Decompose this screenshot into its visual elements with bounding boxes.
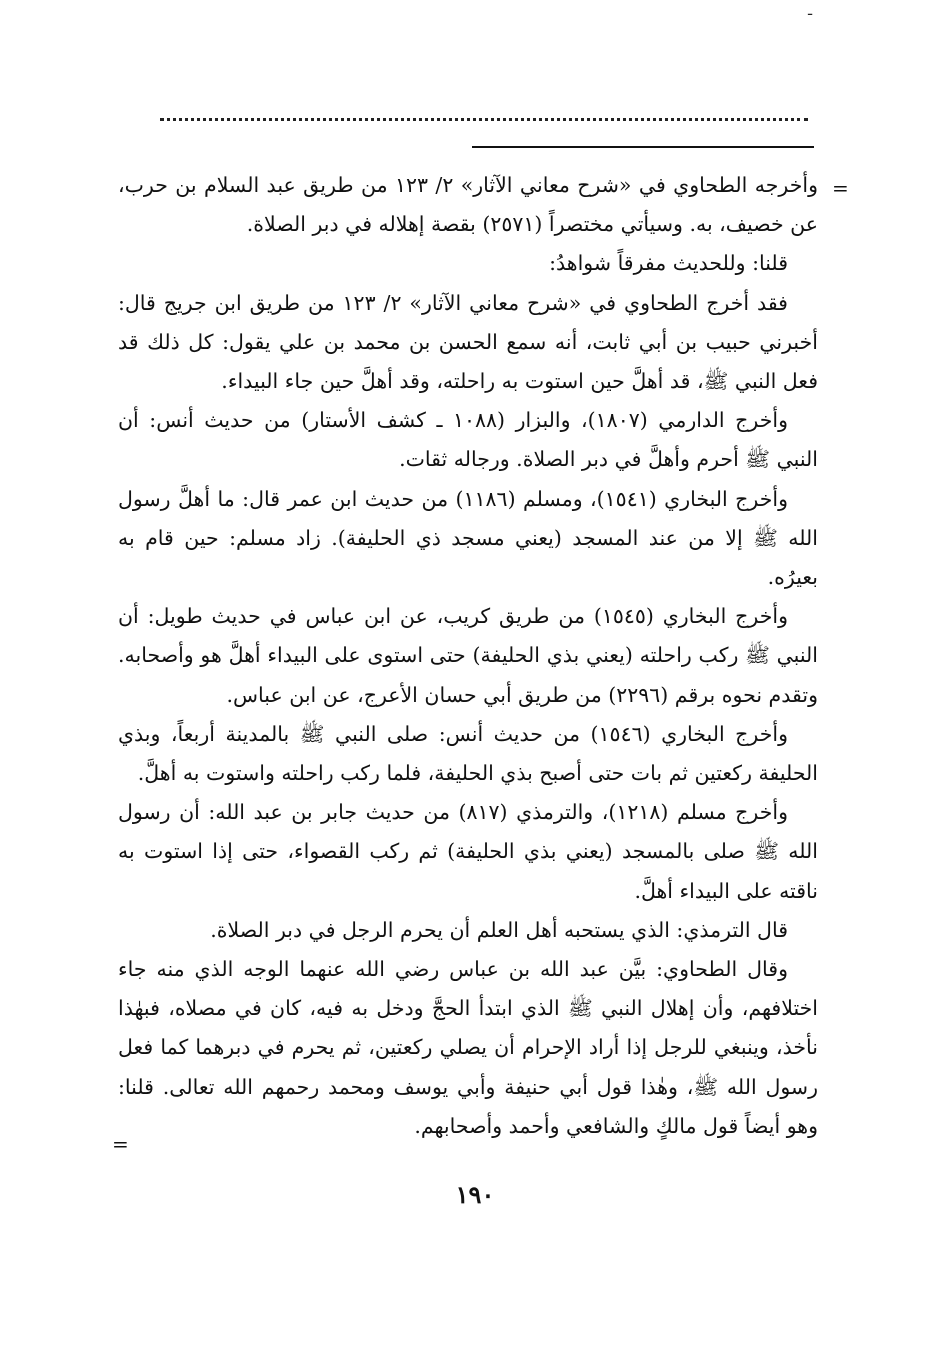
paragraph: وأخرج البخاري (١٥٤٦) من حديث أنس: صلى النبي ﷺ بالمدينة أربعاً، وبذي الحليفة ركعتين ثم بات حتى أصبح بذي الحليفة، فلما ركب راحلته واستوت به أهلَّ. xyxy=(118,721,818,786)
page-number: ١٩٠ xyxy=(455,1180,495,1209)
paragraph: قال الترمذي: الذي يستحبه أهل العلم أن يحرم الرجل في دبر الصلاة. xyxy=(210,917,788,942)
footnote-text xyxy=(118,166,818,1146)
paragraph: وأخرج مسلم (١٢١٨)، والترمذي (٨١٧) من حديث جابر بن عبد الله: أن رسول الله ﷺ صلى بالمسجد (يعني بذي الحليفة) ثم ركب القصواء، حتى إذا استوت به ناقته على البيداء أهلَّ. xyxy=(118,800,818,903)
paragraph: وقال الطحاوي: بيَّن عبد الله بن عباس رضي الله عنهما الوجه الذي منه جاء اختلافهم، وأن إهلال النبي ﷺ الذي ابتدأ الحجَّ ودخل به فيه، كان في مصلاه، فبهٰذا نأخذ، وينبغي للرجل إذا أراد الإحرام أن يصلي ركعتين، ثم يحرم في دبرهما كما فعل رسول الله ﷺ، وهٰذا قول أبي حنيفة وأبي يوسف ومحمد رحمهم الله تعالى. قلنا: وهو أيضاً قول مالكٍ والشافعي وأحمد وأصحابهم. xyxy=(118,957,818,1138)
dotted-separator xyxy=(160,118,808,121)
continuation-mark-start: = xyxy=(832,176,849,200)
paragraph: وأخرجه الطحاوي في «شرح معاني الآثار» ٢/ ١٢٣ من طريق عبد السلام بن حرب، عن خصيف، به. وسيأتي مختصراً (٢٥٧١) بقصة إهلاله في دبر الصلاة. xyxy=(118,173,818,237)
top-corner-mark: ـ xyxy=(808,3,813,19)
footnote-separator-line xyxy=(472,146,814,148)
continuation-mark-end: = xyxy=(112,1132,129,1156)
paragraph: وأخرج الدارمي (١٨٠٧)، والبزار (١٠٨٨ ـ كشف الأستار) من حديث أنس: أن النبي ﷺ أحرم وأهلَّ في دبر الصلاة. ورجاله ثقات. xyxy=(118,408,818,472)
paragraph: قلنا: وللحديث مفرقاً شواهدُ: xyxy=(549,251,788,276)
paragraph: وأخرج البخاري (١٥٤١)، ومسلم (١١٨٦) من حديث ابن عمر قال: ما أهلَّ رسول الله ﷺ إلا من عند المسجد (يعني مسجد ذي الحليفة). زاد مسلم: حين قام به بعيرُه. xyxy=(118,486,818,590)
paragraph: وأخرج البخاري (١٥٤٥) من طريق كريب، عن ابن عباس في حديث طويل: أن النبي ﷺ ركب راحلته (يعني بذي الحليفة) حتى استوى على البيداء أهلَّ هو وأصحابه. وتقدم نحوه برقم (٢٢٩٦) من طريق أبي حسان الأعرج، عن ابن عباس. xyxy=(118,604,818,707)
paragraph: فقد أخرج الطحاوي في «شرح معاني الآثار» ٢/ ١٢٣ من طريق ابن جريج قال: أخبرني حبيب بن أبي ثابت، أنه سمع الحسن بن محمد بن علي يقول: كل ذلك قد فعل النبي ﷺ، قد أهلَّ حين استوت به راحلته، وقد أهلَّ حين جاء البيداء. xyxy=(118,290,818,394)
